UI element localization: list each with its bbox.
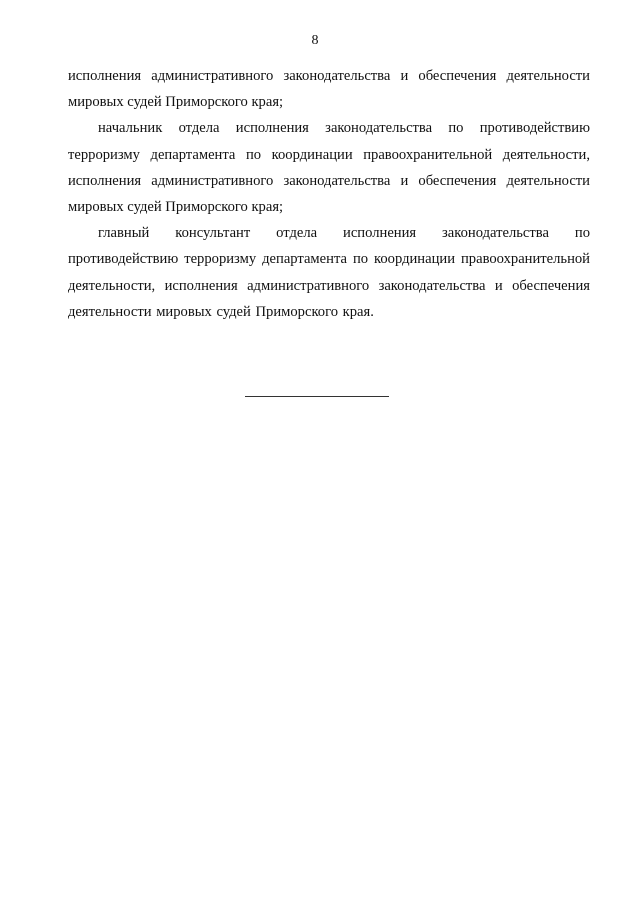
document-body: [68, 63, 590, 325]
paragraph-chief-consultant: главный консультант отдела исполнения законодательства по противодействию терроризму департамента по координации правоохранительной деятельности, исполнения административного законодательства и обеспечения деятельности мировых судей Приморского края.: [68, 225, 590, 320]
paragraph-continuation: исполнения административного законодательства и обеспечения деятельности мировых судей Приморского края;: [68, 68, 590, 111]
end-separator-line: [245, 396, 389, 397]
paragraph-department-head: начальник отдела исполнения законодательства по противодействию терроризму департамента по координации правоохранительной деятельности, исполнения административного законодательства и обеспечения деятельности мировых судей Приморского края;: [68, 120, 590, 216]
page-number: 8: [311, 33, 319, 48]
